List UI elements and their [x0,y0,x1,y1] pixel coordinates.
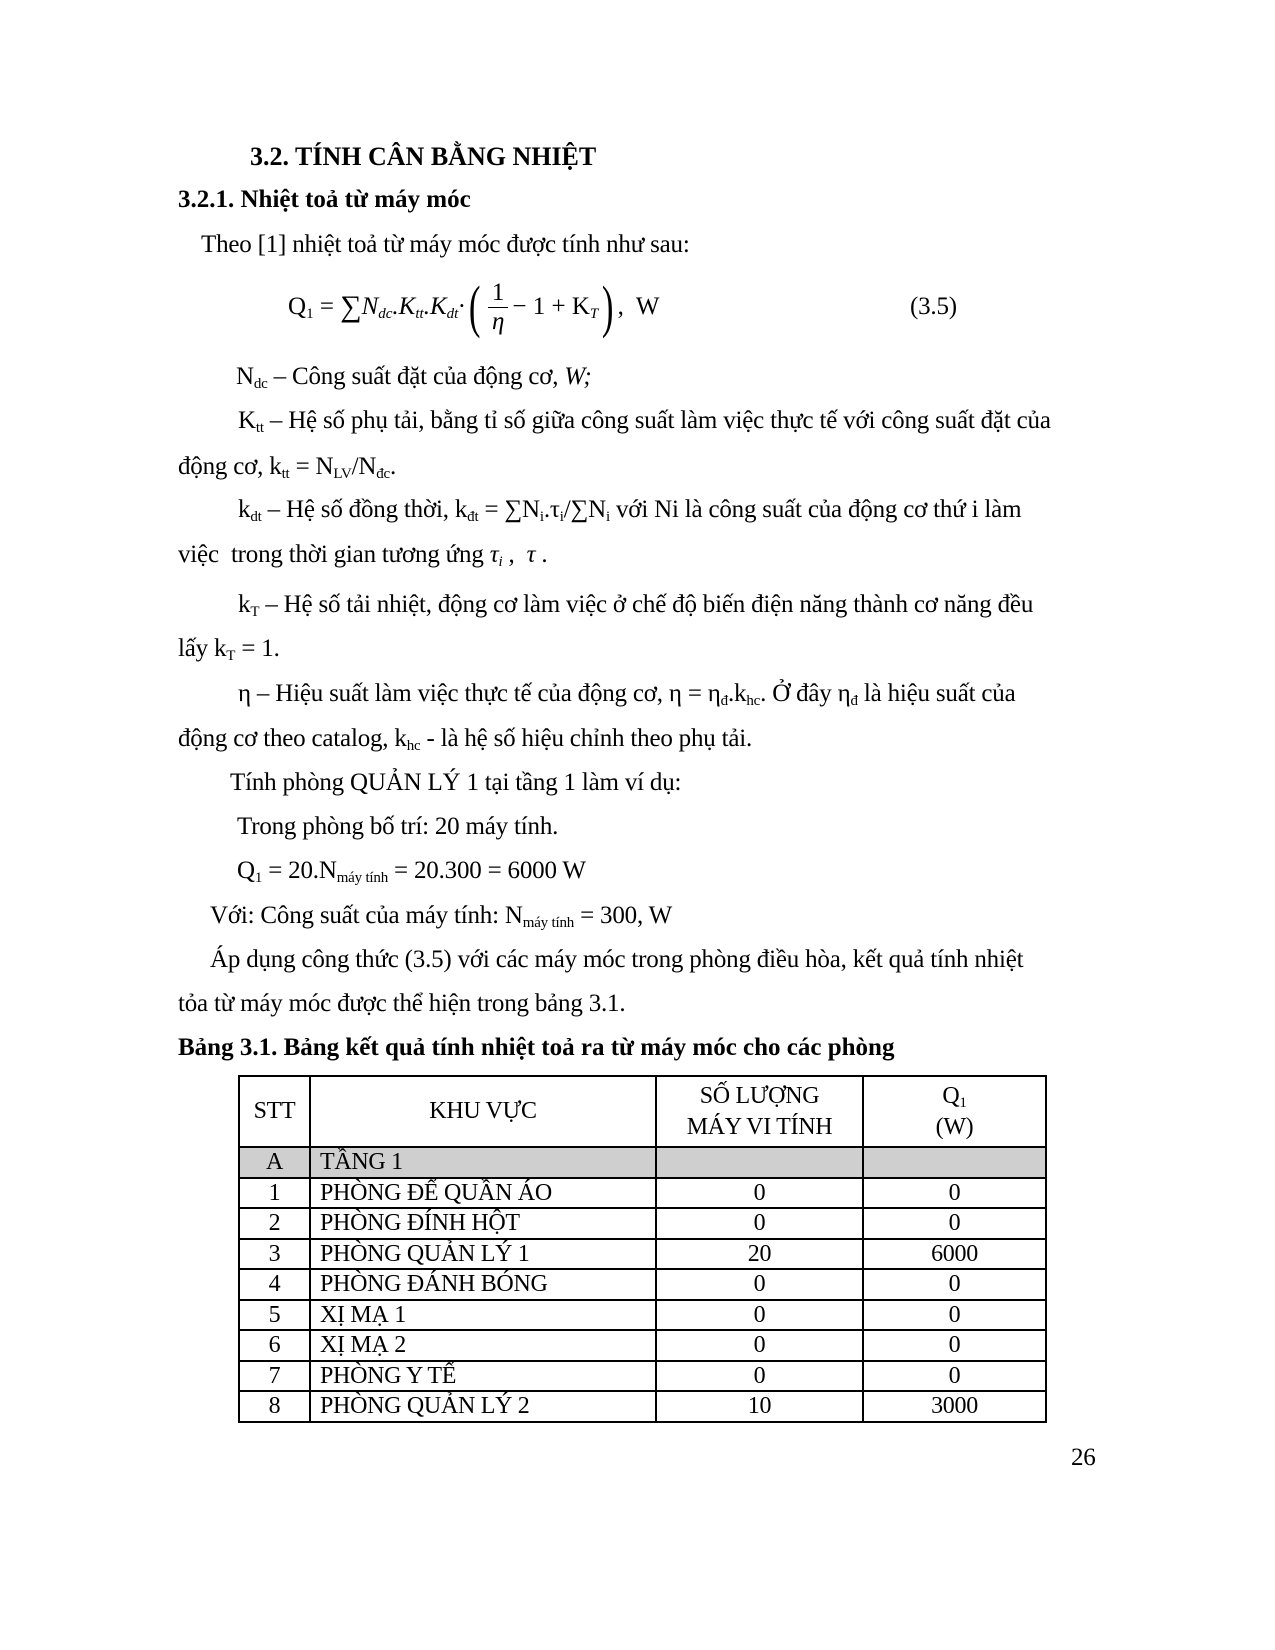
cell-q1: 0 [863,1269,1046,1300]
apply-paragraph-line1: Áp dụng công thức (3.5) với các máy móc trong phòng điều hòa, kết quả tính nhiệt [210,946,1024,973]
cell-q1: 0 [863,1178,1046,1209]
cell-q1 [863,1147,1046,1178]
eta-definition-line1: η – Hiệu suất làm việc thực tế của động cơ, $\eta = \eta_đ.k_{hc}$. Ở đây $\eta_đ$ là hiệu suất của [238,680,1016,709]
cell-quantity: 20 [656,1239,863,1270]
cell-area: TẦNG 1 [310,1147,656,1178]
cell-area: PHÒNG ĐỂ QUẦN ÁO [310,1178,656,1209]
page-number: 26 [1071,1444,1096,1471]
arrangement-paragraph: Trong phòng bố trí: 20 máy tính. [237,813,559,840]
table-row [239,1391,1046,1422]
formula-unit: , W [617,293,660,320]
table-group-row [239,1147,1046,1178]
right-paren: ) [602,274,614,339]
table-row [239,1269,1046,1300]
formula-equals: = [313,293,341,320]
apply-paragraph-line2: tỏa từ máy móc được thể hiện trong bảng 3.1. [178,990,626,1017]
table-row [239,1330,1046,1361]
cell-q1: 0 [863,1361,1046,1392]
kdt-definition-line1: $k_{dt}$ – Hệ số đồng thời, $k_{đt} = \sum N_i.\tau_i/\sum N_i$ với Ni là công suất của động cơ thứ i làm [238,496,1022,525]
cell-q1: 3000 [863,1391,1046,1422]
cell-area: PHÒNG Y TẾ [310,1361,656,1392]
formula-tail: − $1 + K_T$ [512,293,599,322]
cell-stt: 8 [239,1391,310,1422]
table-caption: Bảng 3.1. Bảng kết quả tính nhiệt toả ra từ máy móc cho các phòng [178,1034,895,1061]
intro-paragraph: Theo [1] nhiệt toả từ máy móc được tính như sau: [201,231,690,258]
cell-area: PHÒNG ĐÍNH HỘT [310,1208,656,1239]
ndc-definition: $N_{dc}$ – Công suất đặt của động cơ, W; [236,363,592,392]
cell-quantity: 10 [656,1391,863,1422]
header-q1: $Q_1$ (W) [863,1076,1046,1147]
header-area: KHU VỰC [310,1076,656,1147]
cell-stt: 5 [239,1300,310,1331]
eta-definition-line2: động cơ theo catalog, $k_{hc}$ - là hệ số hiệu chỉnh theo phụ tải. [178,725,753,754]
cell-q1: 0 [863,1208,1046,1239]
header-quantity: SỐ LƯỢNG MÁY VI TÍNH [656,1076,863,1147]
formula-lhs: $Q_1$ [288,293,314,322]
kt-definition-line2: lấy $k_T = 1$. [178,635,280,664]
kt-definition-line1: $k_T$ – Hệ số tải nhiệt, động cơ làm việc ở chế độ biến điện năng thành cơ năng đều [238,591,1034,620]
subsection-title: 3.2.1. Nhiệt toả từ máy móc [178,186,471,213]
cell-quantity: 0 [656,1361,863,1392]
ktt-definition-line2: động cơ, $k_{tt} = N_{LV}/N_{đc}$. [178,453,397,482]
with-paragraph: Với: Công suất của máy tính: $N_{máy tính} = 300$, W [210,902,673,931]
cell-area: PHÒNG QUẢN LÝ 1 [310,1239,656,1270]
cell-area: XỊ MẠ 2 [310,1330,656,1361]
calculation-line: $Q_1 = 20.N_{máy tính} = 20.300 = 6000$ W [237,857,586,886]
cell-quantity [656,1147,863,1178]
fraction: $\frac{1}{\eta}$ [488,279,509,336]
left-paren: ( [468,274,481,339]
cell-quantity: 0 [656,1208,863,1239]
section-title: 3.2. TÍNH CÂN BẰNG NHIỆT [250,142,597,171]
cell-quantity: 0 [656,1330,863,1361]
cell-quantity: 0 [656,1269,863,1300]
cell-stt: 7 [239,1361,310,1392]
cell-quantity: 0 [656,1178,863,1209]
table-row [239,1208,1046,1239]
table-row [239,1178,1046,1209]
cell-quantity: 0 [656,1300,863,1331]
table-header-row [239,1076,1046,1147]
cell-q1: 6000 [863,1239,1046,1270]
cell-stt: 1 [239,1178,310,1209]
formula-terms: $N_{dc}.K_{tt}.K_{dt}\cdot$ [361,293,465,322]
cell-stt: 2 [239,1208,310,1239]
cell-stt: 6 [239,1330,310,1361]
sigma-symbol: ∑ [340,290,362,323]
example-paragraph: Tính phòng QUẢN LÝ 1 tại tầng 1 làm ví dụ: [230,769,682,796]
formula-3-5 [288,272,659,342]
cell-area: PHÒNG ĐÁNH BÓNG [310,1269,656,1300]
cell-stt: 3 [239,1239,310,1270]
cell-stt: 4 [239,1269,310,1300]
results-table [238,1075,1047,1423]
ktt-definition-line1: $K_{tt}$ – Hệ số phụ tải, bằng tỉ số giữa công suất làm việc thực tế với công suất đặt của [238,407,1051,436]
cell-area: XỊ MẠ 1 [310,1300,656,1331]
table-row [239,1361,1046,1392]
cell-q1: 0 [863,1300,1046,1331]
kdt-definition-line2: việc trong thời gian tương ứng $\tau_i$ , τ . [178,541,548,570]
equation-number: (3.5) [910,293,957,320]
cell-q1: 0 [863,1330,1046,1361]
table-row [239,1300,1046,1331]
header-stt: STT [239,1076,310,1147]
cell-area: PHÒNG QUẢN LÝ 2 [310,1391,656,1422]
cell-stt: A [239,1147,310,1178]
table-row [239,1239,1046,1270]
